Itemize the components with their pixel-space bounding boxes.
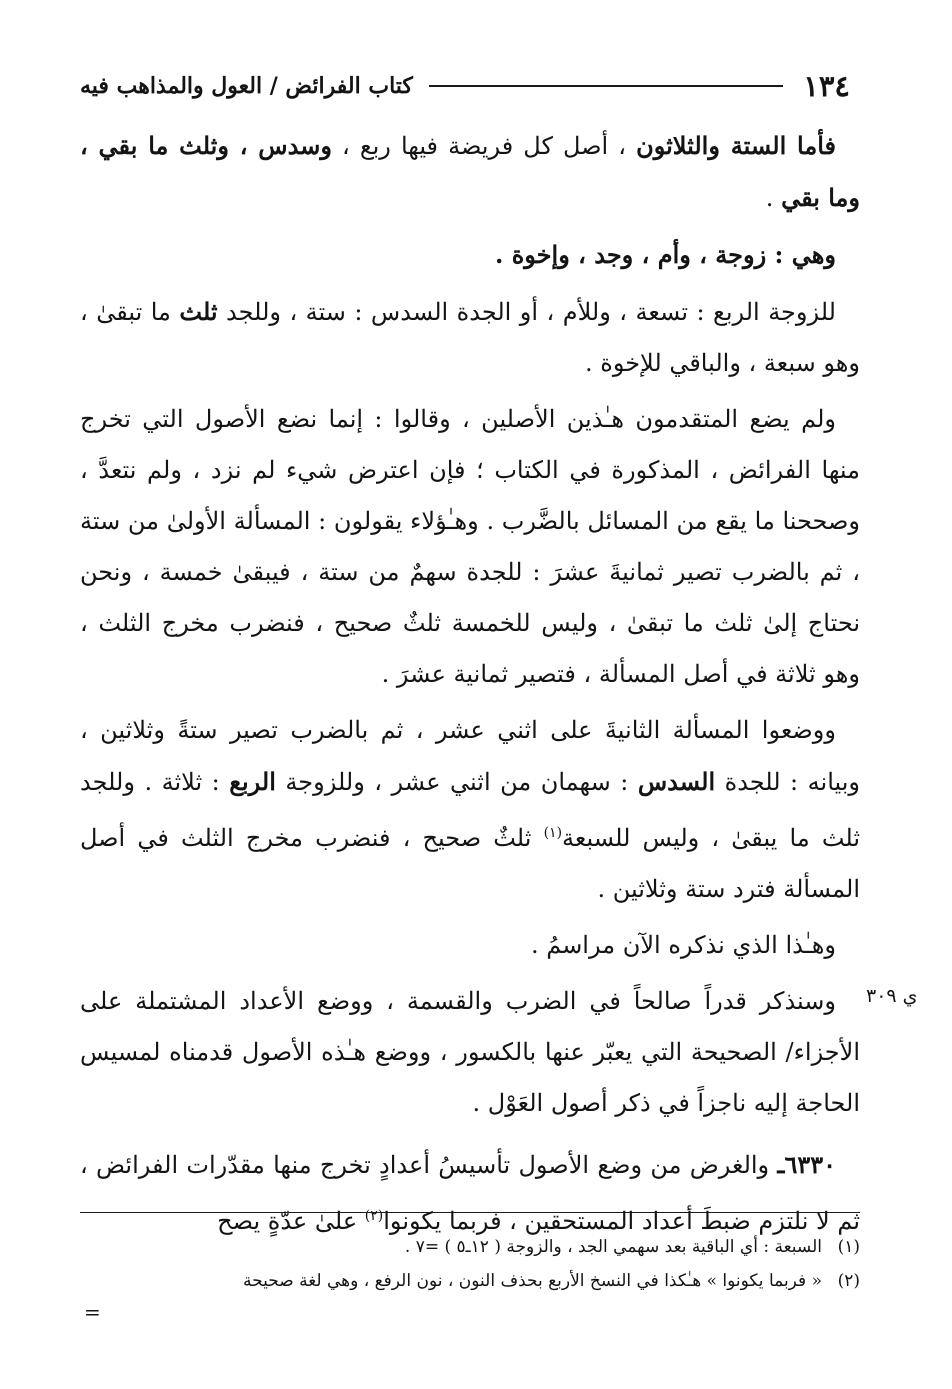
paragraph-7: وسنذكر قدراً صالحاً في الضرب والقسمة ، ووضع الأعداد المشتملة على الأجزاء/ الصحيحة التي يعبّر عنها بالكسور ، ووضع هـٰذه الأصول قدمناه لمسيس الحاجة إليه ناجزاً في ذكر أصول العَوْل . [80,987,860,1117]
bold-phrase: وسدس ، وثلث ما بقي ، وما بقي [80,131,860,212]
manuscript-folio-note: ي ٣٠٩ [866,985,918,1007]
paragraph-1 [80,120,860,224]
text-run: . [765,184,782,212]
paragraph-2 [80,229,860,281]
bold-phrase: الربع [229,767,276,796]
text-run: علىٰ عدّةٍ يصح [217,1207,365,1235]
text-run: ثلثٌ صحيح ، فنضرب مخرج الثلث في أصل المسألة فترد ستة وثلاثين . [80,824,860,903]
footnote-number: (٢) [837,1271,860,1291]
main-text [80,120,860,1252]
running-head: كتاب الفرائض / العول والمذاهب فيه [80,73,413,99]
text-run: للزوجة الربع : تسعة ، وللأم ، أو الجدة السدس : ستة ، وللجد [217,298,836,326]
footnote-text: « فربما يكونوا » هـٰكذا في النسخ الأربع بحذف النون ، نون الرفع ، وهي لغة صحيحة [243,1271,822,1291]
footnote-number: (١) [837,1237,860,1257]
footnote-1 [80,1230,860,1264]
text-run: : ثلاثة . وللجد ثلث ما يبقىٰ ، وليس للسبعة [80,768,861,852]
bold-phrase: السدس [637,767,716,796]
paragraph-3 [80,286,860,389]
footnote-text: السبعة : أي الباقية بعد سهمي الجد ، والزوجة ( ١٢ـ٥ ) =٧ . [404,1237,822,1257]
text-run: ووضعوا المسألة الثانيةَ على اثني عشر ، ثم بالضرب تصير ستةً وثلاثين ، وبيانه : للجدة [80,716,861,796]
text-run: ما تبقىٰ ، وهو سبعة ، والباقي للإخوة . [80,298,860,377]
bold-phrase: ثلث [179,297,218,326]
page-header [80,64,850,108]
paragraph-4: ولم يضع المتقدمون هـٰذين الأصلين ، وقالوا : إنما نضع الأصول التي تخرج منها الفرائض ، المذكورة في الكتاب ؛ فإن اعترض شيء لم نزد ، ولم نتعدَّ ، وصححنا ما يقع من المسائل بالضَّرب . وهـٰؤلاء يقولون : المسألة الأولىٰ من ستة ، ثم بالضرب تصير ثمانيةَ عشرَ : للجدة سهمٌ من ستة ، فيبقىٰ خمسة ، ونحن نحتاج إلىٰ ثلث ما تبقىٰ ، وليس للخمسة ثلثٌ صحيح ، فنضرب مخرج الثلث ، وهو ثلاثة في أصل المسألة ، فتصير ثمانية عشرَ . [80,405,860,688]
footnote-rule [80,1212,860,1213]
header-rule [429,85,783,87]
footnote-ref[interactable]: (٢) [364,1208,384,1224]
text-run: ، أصل كل فريضة فيها ربع ، [331,132,637,160]
paragraph-6: وهـٰذا الذي نذكره الآن مراسمُ . [530,931,836,959]
continuation-mark: = [84,1300,101,1324]
bold-phrase: وهي : زوجة ، وأم ، وجد ، وإخوة . [495,240,836,269]
text-run: والغرض من وضع الأصول تأسيسُ أعدادٍ تخرج منها مقدّرات الفرائض ، ثم لا نلتزم ضبطَ أعداد المستحقين ، فربما يكونوا [80,1151,860,1235]
section-number: ٦٣٣٠ـ [777,1150,836,1179]
page-number: ١٣٤ [803,69,850,103]
bold-phrase: فأما الستة والثلاثون [636,131,836,160]
paragraph-5 [80,705,860,915]
text-run: : سهمان من اثني عشر ، وللزوجة [275,768,638,796]
footnote-ref[interactable]: (١) [543,825,563,841]
footnote-2 [80,1264,860,1298]
footnotes [80,1230,860,1298]
